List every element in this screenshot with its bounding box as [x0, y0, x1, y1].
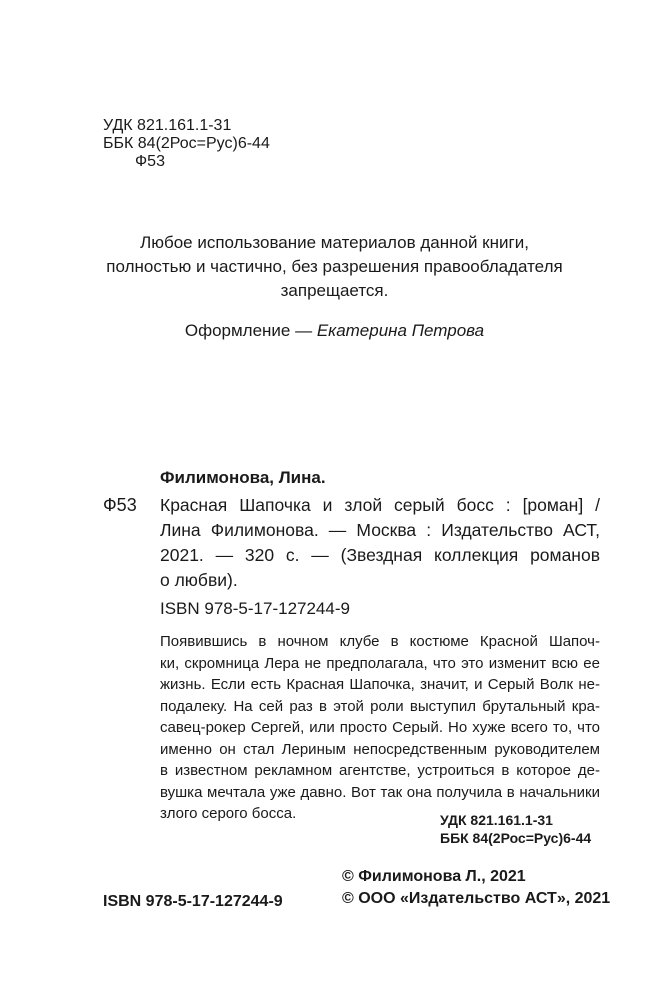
notice-line: Любое использование материалов данной книги,: [140, 233, 529, 252]
catalog-isbn: ISBN 978-5-17-127244-9: [160, 599, 350, 618]
design-label: Оформление —: [184, 321, 317, 340]
description-line: о любви).: [160, 570, 238, 590]
bbk-code: ББК 84(2Рос=Рус)6-44: [103, 135, 270, 152]
design-credit: [0, 319, 669, 343]
annotation-line: ки, скромница Лера не предполагала, что это изменит всю ее: [160, 654, 600, 672]
annotation-line: жизнь. Если есть Красная Шапочка, значит, и Серый Волк не-: [160, 676, 600, 693]
catalog-author-heading: Филимонова, Лина.: [160, 468, 326, 487]
copyright-notice: [0, 231, 669, 303]
bibliographic-description: [160, 493, 600, 593]
designer-name: Екатерина Петрова: [316, 321, 485, 340]
classification-block-top: [103, 117, 270, 171]
footer-isbn: ISBN 978-5-17-127244-9: [103, 893, 283, 910]
notice-line: полностью и частично, без разрешения правообладателя: [106, 257, 563, 276]
description-line: Лина Филимонова. — Москва : Издательство АСТ,: [160, 520, 600, 540]
annotation-line: савец-рокер Сергей, или просто Серый. Но хуже всего то, что: [160, 719, 600, 736]
bbk-code: ББК 84(2Рос=Рус)6-44: [440, 830, 592, 846]
copyright-block: [342, 866, 610, 910]
notice-line: запрещается.: [280, 281, 389, 300]
udk-code: УДК 821.161.1-31: [440, 812, 553, 828]
author-mark: Ф53: [135, 153, 165, 170]
annotation-line: злого серого босса.: [160, 805, 297, 822]
copyright-author: © Филимонова Л., 2021: [342, 868, 526, 885]
annotation-line: подалеку. На сей раз в этой роли выступил брутальный кра-: [160, 697, 600, 715]
copyright-publisher: © ООО «Издательство АСТ», 2021: [342, 890, 611, 907]
description-line: Красная Шапочка и злой серый босс : [роман] /: [160, 495, 600, 515]
classification-block-bottom: [440, 811, 591, 847]
catalog-author-code: Ф53: [103, 495, 137, 515]
annotation-line: в известном рекламном агентстве, устроиться в которое де-: [160, 762, 600, 779]
annotation-line: Появившись в ночном клубе в костюме Красной Шапоч-: [160, 633, 600, 650]
annotation: [160, 631, 600, 825]
description-line: 2021. — 320 с. — (Звездная коллекция романов: [160, 545, 600, 565]
annotation-line: вушка мечтала уже давно. Вот так она получила в начальники: [160, 783, 600, 801]
udk-code: УДК 821.161.1-31: [103, 117, 232, 134]
annotation-line: именно он стал Лериным непосредственным руководителем: [160, 740, 600, 758]
